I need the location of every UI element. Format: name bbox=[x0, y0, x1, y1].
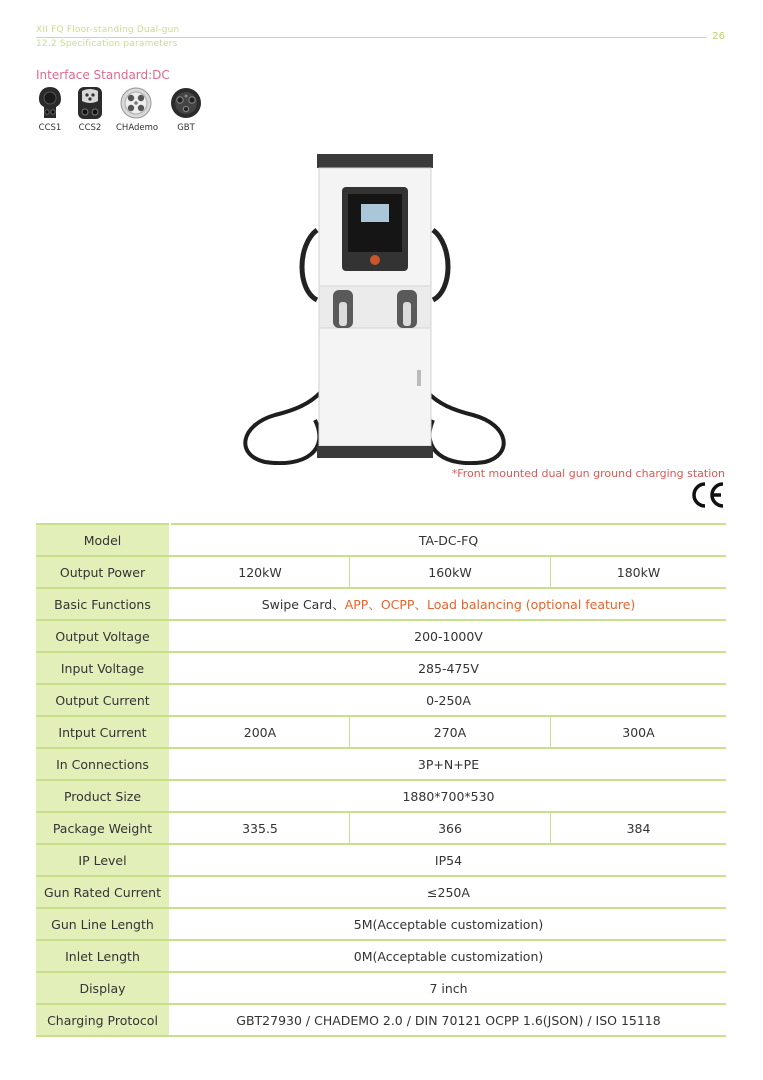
row-label: Charging Protocol bbox=[36, 1004, 170, 1036]
table-row bbox=[36, 620, 726, 652]
interface-standard-title: Interface Standard:DC bbox=[36, 68, 170, 82]
table-row bbox=[36, 812, 726, 844]
section-title: XII FQ Floor-standing Dual-gun bbox=[36, 25, 180, 35]
row-label: Product Size bbox=[36, 780, 170, 812]
basic-function-plain: Swipe Card、 bbox=[261, 597, 345, 612]
ccs2-connector bbox=[70, 86, 110, 133]
row-value: 5M(Acceptable customization) bbox=[170, 908, 726, 940]
table-row bbox=[36, 556, 726, 588]
chademo-connector bbox=[116, 86, 159, 133]
table-row bbox=[36, 1004, 726, 1036]
row-value: 160kW bbox=[350, 556, 551, 588]
table-row bbox=[36, 748, 726, 780]
row-label: Gun Rated Current bbox=[36, 876, 170, 908]
row-value: 180kW bbox=[551, 556, 727, 588]
row-value: 300A bbox=[551, 716, 727, 748]
row-value: 200-1000V bbox=[170, 620, 726, 652]
header-divider bbox=[36, 37, 706, 38]
row-value: 7 inch bbox=[170, 972, 726, 1004]
row-value: GBT27930 / CHADEMO 2.0 / DIN 70121 OCPP 1.6(JSON) / ISO 15118 bbox=[170, 1004, 726, 1036]
gbt-connector bbox=[166, 86, 206, 133]
image-caption: *Front mounted dual gun ground charging station bbox=[451, 467, 725, 480]
row-value: 285-475V bbox=[170, 652, 726, 684]
table-row bbox=[36, 524, 726, 556]
table-row bbox=[36, 844, 726, 876]
connector-label: CCS1 bbox=[38, 123, 62, 133]
row-value: 335.5 bbox=[170, 812, 350, 844]
connector-label: CCS2 bbox=[78, 123, 102, 133]
row-label: Input Voltage bbox=[36, 652, 170, 684]
row-value: 3P+N+PE bbox=[170, 748, 726, 780]
row-label: Output Power bbox=[36, 556, 170, 588]
ccs2-connector-icon bbox=[76, 86, 104, 120]
row-value: 120kW bbox=[170, 556, 350, 588]
row-value: 0-250A bbox=[170, 684, 726, 716]
row-value: 0M(Acceptable customization) bbox=[170, 940, 726, 972]
row-value: 384 bbox=[551, 812, 727, 844]
ccs1-connector bbox=[30, 86, 70, 133]
specification-table bbox=[36, 523, 726, 1037]
gbt-connector-icon bbox=[170, 86, 202, 120]
row-value: 1880*700*530 bbox=[170, 780, 726, 812]
ccs1-connector-icon bbox=[37, 86, 63, 120]
row-label: Output Current bbox=[36, 684, 170, 716]
table-row bbox=[36, 684, 726, 716]
row-label: Basic Functions bbox=[36, 588, 170, 620]
row-label: Inlet Length bbox=[36, 940, 170, 972]
row-value: 200A bbox=[170, 716, 350, 748]
table-row bbox=[36, 908, 726, 940]
row-label: Intput Current bbox=[36, 716, 170, 748]
table-row bbox=[36, 876, 726, 908]
row-label: Display bbox=[36, 972, 170, 1004]
row-value: TA-DC-FQ bbox=[170, 524, 726, 556]
page-number: 26 bbox=[712, 31, 725, 42]
row-value bbox=[170, 588, 726, 620]
table-row bbox=[36, 588, 726, 620]
row-label: Gun Line Length bbox=[36, 908, 170, 940]
table-row bbox=[36, 652, 726, 684]
table-row bbox=[36, 972, 726, 1004]
table-row bbox=[36, 780, 726, 812]
charging-station-image bbox=[235, 150, 515, 469]
row-label: IP Level bbox=[36, 844, 170, 876]
table-row bbox=[36, 716, 726, 748]
row-label: In Connections bbox=[36, 748, 170, 780]
row-label: Model bbox=[36, 524, 170, 556]
chademo-connector-icon bbox=[120, 86, 152, 120]
basic-function-highlight: APP、OCPP、Load balancing (optional feature) bbox=[344, 597, 636, 612]
row-value: 270A bbox=[350, 716, 551, 748]
subsection-title: 12.2 Specification parameters bbox=[36, 39, 178, 49]
row-label: Output Voltage bbox=[36, 620, 170, 652]
table-row bbox=[36, 940, 726, 972]
connector-label: GBT bbox=[177, 123, 195, 133]
row-value: ≤250A bbox=[170, 876, 726, 908]
ce-mark-icon bbox=[690, 480, 726, 510]
row-value: 366 bbox=[350, 812, 551, 844]
row-label: Package Weight bbox=[36, 812, 170, 844]
row-value: IP54 bbox=[170, 844, 726, 876]
connector-label: CHAdemo bbox=[116, 123, 159, 133]
